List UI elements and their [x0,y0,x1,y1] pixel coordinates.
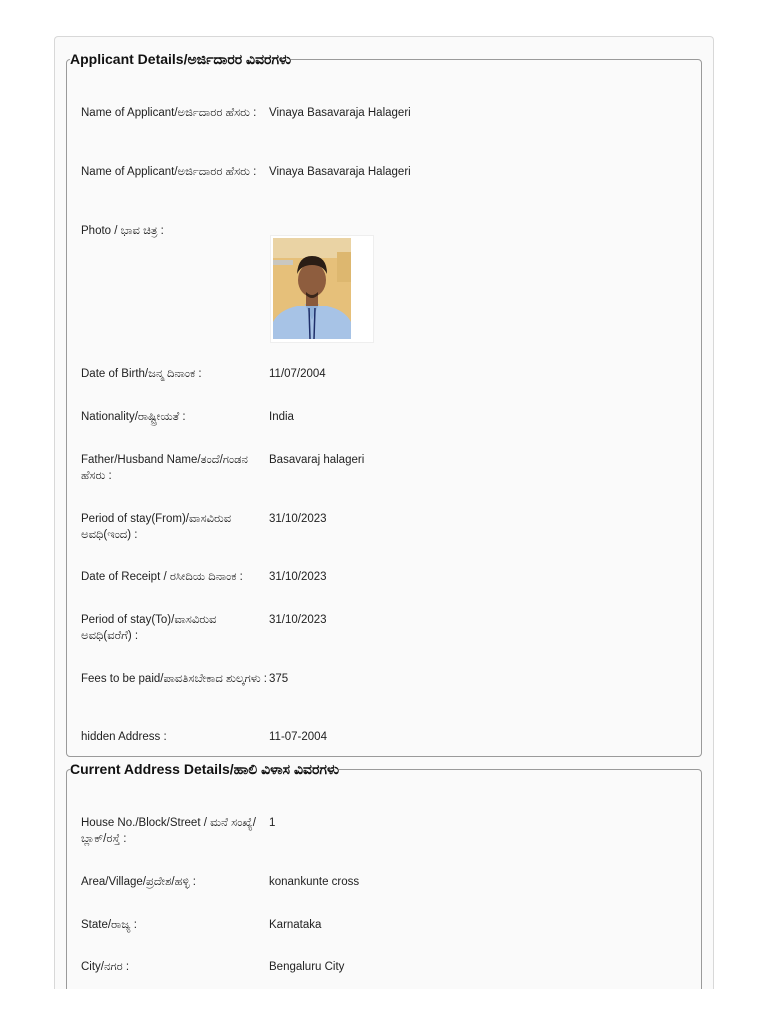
field-label: hidden Address : [81,731,167,743]
field-row-name-2 [81,164,691,180]
applicant-photo-frame [270,235,374,343]
field-row-house-no [81,815,691,847]
field-label: Name of Applicant/ಅರ್ಜಿದಾರರ ಹೆಸರು : [81,107,257,119]
field-value: 375 [269,673,289,685]
field-row-dob [81,366,691,382]
field-value: India [269,411,294,423]
field-label: City/ನಗರ : [81,961,130,973]
field-label: Photo / ಭಾವ ಚಿತ್ರ : [81,225,164,237]
field-value: Basavaraj halageri [269,454,365,466]
field-value: 1 [269,817,276,829]
field-value: Vinaya Basavaraja Halageri [269,107,411,119]
field-row-nationality [81,409,691,425]
field-row-stay-from [81,511,691,543]
field-row-date-of-receipt [81,569,691,585]
field-value: Karnataka [269,919,322,931]
field-label: Fees to be paid/ಪಾವತಿಸಬೇಕಾದ ಶುಲ್ಕಗಳು : [81,673,267,685]
field-row-photo [81,223,691,239]
field-label: Nationality/ರಾಷ್ಟ್ರೀಯತೆ : [81,411,186,423]
field-label: Name of Applicant/ಅರ್ಜಿದಾರರ ಹೆಸರು : [81,166,257,178]
applicant-details-section [66,51,702,757]
field-value: 11-07-2004 [269,731,327,743]
field-row-city [81,959,691,975]
field-row-fees [81,671,691,687]
field-value: Bengaluru City [269,961,345,973]
field-value: 11/07/2004 [269,368,326,380]
current-address-section [66,761,702,989]
field-label: Father/Husband Name/ತಂದೆ/ಗಂಡನ ಹೆಸರು : [81,454,248,482]
field-label: Date of Birth/ಜನ್ಮ ದಿನಾಂಕ : [81,368,202,380]
application-page [54,36,714,989]
field-label: Date of Receipt / ರಸೀದಿಯ ದಿನಾಂಕ : [81,571,243,583]
field-label: House No./Block/Street / ಮನೆ ಸಂಖ್ಯೆ/ಬ್ಲಾಕ್/ರಸ್ತೆ : [81,817,256,845]
field-value: Vinaya Basavaraja Halageri [269,166,411,178]
applicant-details-legend: Applicant Details/ಅರ್ಜಿದಾರರ ವಿವರಗಳು [70,51,292,67]
field-value: 31/10/2023 [269,614,327,626]
field-row-hidden-address [81,729,691,745]
field-value: konankunte cross [269,876,360,888]
field-label: Area/Village/ಪ್ರದೇಶ/ಹಳ್ಳಿ : [81,876,196,888]
field-row-name-1 [81,105,691,121]
field-value: 31/10/2023 [269,513,327,525]
field-label: Period of stay(From)/ವಾಸವಿರುವ ಅವಧಿ(ಇಂದ) : [81,513,232,541]
field-row-stay-to [81,612,691,644]
field-row-state [81,917,691,933]
field-label: Period of stay(To)/ವಾಸವಿರುವ ಅವಧಿ(ವರೆಗೆ) : [81,614,217,642]
field-value: 31/10/2023 [269,571,327,583]
field-label: State/ರಾಜ್ಯ : [81,919,137,931]
field-row-area-village [81,874,691,890]
field-row-father-husband-name [81,452,691,484]
applicant-photo [273,238,351,339]
current-address-legend: Current Address Details/ಹಾಲಿ ವಿಳಾಸ ವಿವರಗಳು [70,761,340,777]
